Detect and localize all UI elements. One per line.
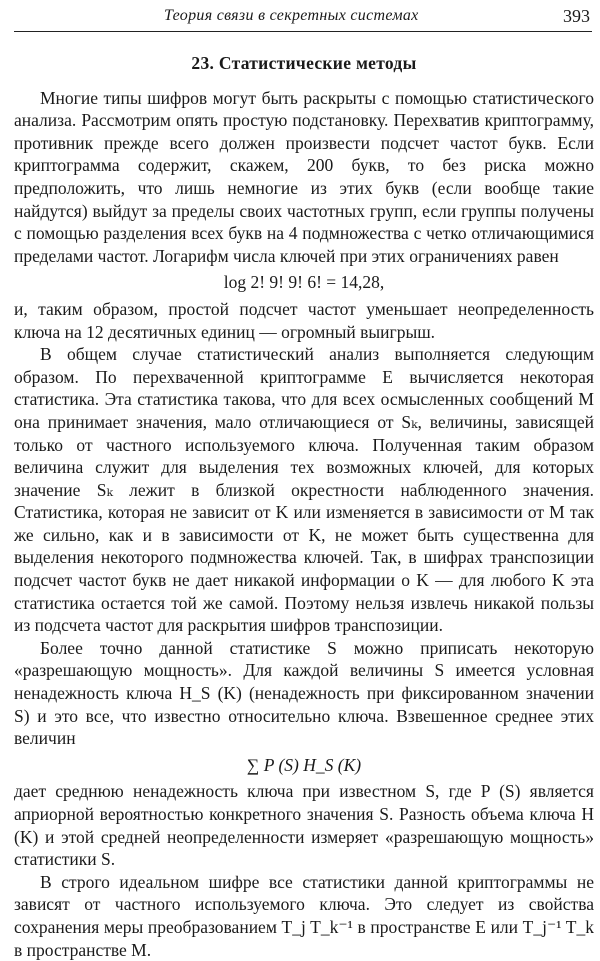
paragraph-1: Многие типы шифров могут быть раскрыты с помощью статистического анализа. Рассмотрим опять простую подстановку. Перехватив криптограмму, противник прежде всего должен произвести подсчет частот букв. Если криптограмма содержит, скажем, 200 букв, то без риска можно предположить, что лишь немногие из этих букв (если вообще такие найдутся) выйдут за пределы своих частотных групп, если группы получены с помощью разделения всех букв на 4 подмножества с четко отличающимися пределами частот. Логарифм числа ключей при этих ограничениях равен <box>14 87 594 266</box>
page-content <box>14 52 594 961</box>
formula-weighted-average: ∑ P (S) H_S (K) <box>246 754 362 775</box>
paragraph-5: дает среднюю ненадежность ключа при известном S, где P (S) является априорной вероятностью конкретного значения S. Разность объема ключа H (K) и этой средней неопределенности измеряет «разрешающую мощность» статистики S. <box>14 781 594 870</box>
section-title: 23. Статистические методы <box>191 53 417 73</box>
page-header <box>14 4 592 28</box>
formula-log-factorials: log 2! 9! 9! 6! = 14,28, <box>223 272 385 293</box>
paragraph-4: Более точно данной статистике S можно приписать некоторую «разрешающую мощность». Для каждой величины S имеется условная ненадежность ключа H_S (K) (ненадежность при фиксированном значении S) и это все, что известно относительно ключа. Взвешенное среднее этих величин <box>14 637 594 749</box>
header-rule <box>14 31 592 32</box>
paragraph-2: и, таким образом, простой подсчет частот уменьшает неопределенность ключа на 12 десятичных единиц — огромный выигрыш. <box>14 298 594 342</box>
paragraph-3: В общем случае статистический анализ выполняется следующим образом. По перехваченной криптограмме E вычисляется некоторая статистика. Эта статистика такова, что для всех осмысленных сообщений M она принимает значения, мало отличающиеся от Sₖ, величины, зависящей только от частного используемого ключа. Полученная таким образом величина служит для выделения тех возможных ключей, для которых значение Sₖ лежит в близкой окрестности наблюденного значения. Статистика, которая не зависит от K или изменяется в зависимости от M так же сильно, как и в зависимости от K, не может быть существенна для выделения некоторого подмножества ключей. Так, в шифрах транспозиции подсчет частот букв не дает никакой информации о K — для любого K эта статистика остается той же самой. Поэтому нельзя извлечь никакой пользы из подсчета частот для раскрытия шифров транспозиции. <box>14 344 594 636</box>
paragraph-6: В строго идеальном шифре все статистики данной криптограммы не зависят от частного используемого ключа. Это следует из свойства сохранения меры преобразованием T_j T_k⁻¹ в пространстве E или T_j⁻¹ T_k в пространстве M. <box>14 871 594 960</box>
page-number: 393 <box>563 6 590 26</box>
running-title: Теория связи в секретных системах <box>164 7 419 24</box>
